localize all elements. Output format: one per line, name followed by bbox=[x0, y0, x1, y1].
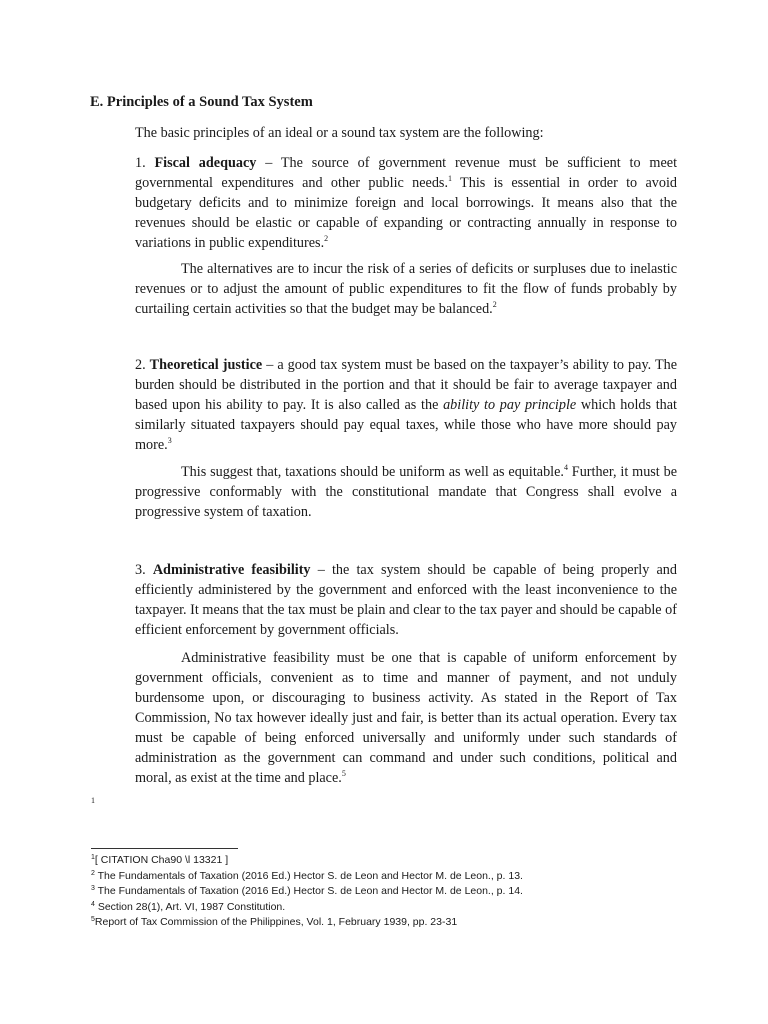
footnote-ref: 2 bbox=[324, 234, 329, 243]
italic-term: ability to pay principle bbox=[443, 397, 577, 413]
footnote-number: 3 bbox=[91, 885, 95, 892]
section-heading: E. Principles of a Sound Tax System bbox=[90, 94, 313, 110]
paragraph-text: – The source of government revenue must be sufficient to meet governmental expenditures and other public needs. bbox=[135, 155, 678, 191]
paragraph-text: which holds that similarly situated taxpayers should pay equal taxes, while those who have more should pay more. bbox=[135, 397, 677, 453]
footnote-ref: 3 bbox=[167, 436, 172, 445]
paragraph-text: This suggest that, taxations should be uniform as well as equitable. bbox=[181, 464, 564, 480]
fiscal-adequacy-elaboration bbox=[135, 259, 677, 319]
footnote-3 bbox=[91, 884, 523, 900]
footnote-number: 2 bbox=[91, 869, 95, 877]
footnote-separator bbox=[91, 848, 238, 849]
principle-administrative-feasibility bbox=[135, 560, 677, 640]
item-number: 1. bbox=[135, 155, 146, 171]
paragraph-text: This is essential in order to avoid budgetary deficits and to minimize foreign and local borrowings. It means also that the revenues should be elastic or capable of expanding or contracting annually in response to variations in public expenditures. bbox=[135, 175, 677, 251]
term-fiscal-adequacy: Fiscal adequacy bbox=[154, 155, 257, 171]
principle-theoretical-justice bbox=[135, 355, 677, 455]
term-administrative-feasibility: Administrative feasibility bbox=[152, 562, 311, 578]
footnote-2 bbox=[91, 869, 523, 885]
item-number: 2. bbox=[135, 357, 146, 373]
footnote-4 bbox=[91, 900, 523, 916]
term-theoretical-justice: Theoretical justice bbox=[149, 357, 263, 373]
footnote-number: 4 bbox=[91, 900, 95, 908]
paragraph-text: The alternatives are to incur the risk of a series of deficits or surpluses due to inelastic revenues or to adjust the amount of public expenditures to fit the flow of funds probably by curtailing certain activities so that the budget may be balanced. bbox=[135, 261, 677, 317]
footnote-number: 5 bbox=[91, 916, 95, 923]
footnote-text: [ CITATION Cha90 \l 13321 ] bbox=[94, 854, 229, 866]
theoretical-justice-elaboration bbox=[135, 462, 677, 522]
footnote-number: 1 bbox=[91, 854, 95, 861]
footnote-ref: 4 bbox=[563, 463, 568, 472]
footnote-ref: 1 bbox=[448, 174, 452, 183]
footnote-ref: 2 bbox=[492, 300, 497, 309]
paragraph-text: Further, it must be progressive conformably with the constitutional mandate that Congress shall evolve a progressive system of taxation. bbox=[135, 464, 677, 520]
footnote-1 bbox=[91, 853, 523, 869]
footnote-ref: 5 bbox=[341, 769, 346, 778]
footnote-5 bbox=[91, 915, 523, 931]
footnote-text: The Fundamentals of Taxation (2016 Ed.) Hector S. de Leon and Hector M. de Leon., p. 13. bbox=[94, 869, 523, 882]
paragraph-text: – a good tax system must be based on the taxpayer’s ability to pay. The burden should be distributed in the portion and that it should be fair to average taxpayer and based upon his ability to pay. It is also called as the bbox=[135, 357, 677, 413]
footnote-text: Section 28(1), Art. VI, 1987 Constitution. bbox=[94, 900, 286, 913]
paragraph-text: Administrative feasibility must be one that is capable of uniform enforcement by government officials, convenient as to time and manner of payment, and not unduly burdensome upon, or discouraging to business activity. As stated in the Report of Tax Commission, No tax however ideally just and fair, is better than its actual operation. Every tax must be capable of being enforced universally and uniformly under such standards of administration as the government can command and under such conditions, political and moral, as exist at the time and place. bbox=[135, 650, 677, 786]
footnote-text: Report of Tax Commission of the Philippines, Vol. 1, February 1939, pp. 23-31 bbox=[94, 916, 458, 928]
intro-paragraph: The basic principles of an ideal or a sound tax system are the following: bbox=[135, 125, 544, 141]
principle-fiscal-adequacy bbox=[135, 153, 677, 253]
stray-footnote-mark: 1 bbox=[91, 796, 95, 805]
footnote-text: The Fundamentals of Taxation (2016 Ed.) Hector S. de Leon and Hector M. de Leon., p. 14. bbox=[94, 885, 523, 897]
administrative-feasibility-elaboration bbox=[135, 648, 677, 788]
item-number: 3. bbox=[135, 562, 146, 578]
footnotes bbox=[91, 853, 523, 931]
paragraph-text: – the tax system should be capable of being properly and efficiently administered by the government and enforced with the least inconvenience to the taxpayer. It means that the tax must be plain and clear to the tax payer and should be capable of efficient enforcement by government officials. bbox=[135, 562, 677, 638]
